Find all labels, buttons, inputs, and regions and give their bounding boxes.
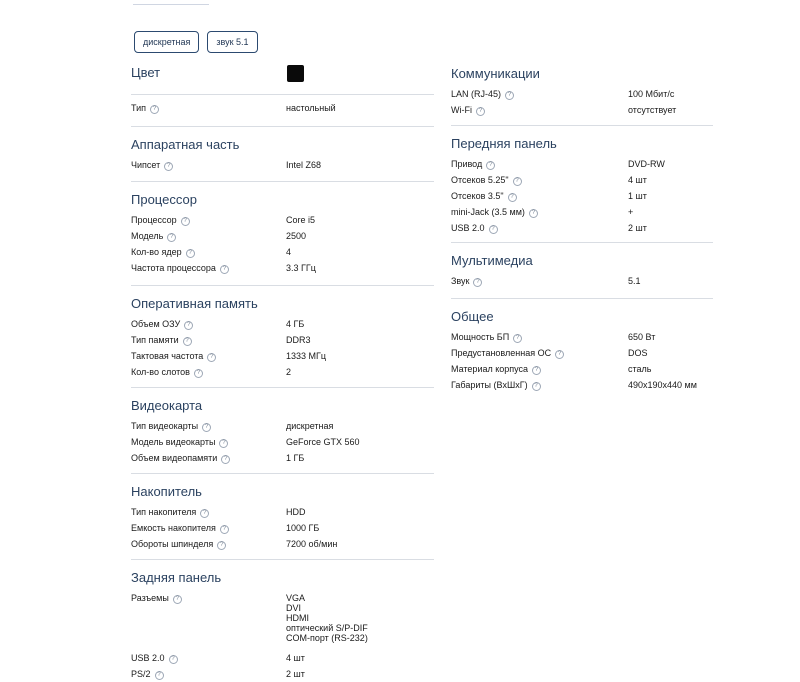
help-icon[interactable]: ?: [183, 337, 192, 346]
help-icon[interactable]: ?: [207, 353, 216, 362]
spec-label: Кол-во ядер: [131, 247, 182, 257]
help-icon[interactable]: ?: [555, 350, 564, 359]
section-title-gpu: Видеокарта: [131, 398, 203, 413]
spec-row: [451, 220, 713, 236]
spec-label: Звук: [451, 276, 470, 286]
help-icon[interactable]: ?: [181, 217, 190, 226]
spec-row: [131, 100, 434, 116]
spec-label: Габариты (ВxШxГ): [451, 380, 528, 390]
spec-value: 4 шт: [628, 175, 647, 185]
spec-label: USB 2.0: [131, 653, 165, 663]
spec-row: [131, 244, 434, 260]
spec-label: Кол-во слотов: [131, 367, 190, 377]
spec-row: [131, 260, 434, 276]
spec-label: Чипсет: [131, 160, 161, 170]
section-title-color: Цвет: [131, 65, 161, 80]
section-color: [131, 63, 434, 95]
spec-value: 4 ГБ: [286, 319, 305, 329]
help-icon[interactable]: ?: [219, 439, 228, 448]
spec-row: [131, 348, 434, 364]
spec-row: [131, 434, 434, 450]
spec-row: [131, 520, 434, 536]
spec-label: Емкость накопителя: [131, 523, 216, 533]
spec-value: настольный: [286, 103, 336, 113]
help-icon[interactable]: ?: [221, 455, 230, 464]
spec-row: [451, 86, 713, 102]
spec-row: [451, 273, 713, 289]
spec-value: 1000 ГБ: [286, 523, 320, 533]
connector-item: DVI: [286, 603, 302, 613]
spec-label: Тип: [131, 103, 147, 113]
tag-list: [134, 31, 266, 53]
section-general: [451, 299, 713, 393]
spec-label: mini-Jack (3.5 мм): [451, 207, 525, 217]
help-icon[interactable]: ?: [532, 366, 541, 375]
spec-row: [131, 536, 434, 552]
connector-item: VGA: [286, 593, 306, 603]
section-title-rear-panel: Задняя панель: [131, 570, 222, 585]
help-icon[interactable]: ?: [194, 369, 203, 378]
spec-label: Привод: [451, 159, 483, 169]
spec-label: USB 2.0: [451, 223, 485, 233]
spec-value: 2 шт: [286, 669, 305, 679]
help-icon[interactable]: ?: [508, 193, 517, 202]
help-icon[interactable]: ?: [169, 655, 178, 664]
section-title-general: Общее: [451, 309, 494, 324]
spec-value: 3.3 ГГц: [286, 263, 316, 273]
help-icon[interactable]: ?: [155, 671, 164, 680]
help-icon[interactable]: ?: [513, 177, 522, 186]
section-communications: [451, 63, 713, 126]
spec-value-list: [286, 593, 368, 643]
spec-label: Wi-Fi: [451, 105, 472, 115]
section-title-ram: Оперативная память: [131, 296, 258, 311]
spec-row: [131, 450, 434, 466]
spec-label: Отсеков 5.25": [451, 175, 509, 185]
spec-label: Объем ОЗУ: [131, 319, 181, 329]
help-icon[interactable]: ?: [505, 91, 514, 100]
spec-value: 650 Вт: [628, 332, 656, 342]
section-title-storage: Накопитель: [131, 484, 202, 499]
help-icon[interactable]: ?: [200, 509, 209, 518]
section-gpu: [131, 388, 434, 474]
spec-label: Модель: [131, 231, 164, 241]
spec-value: 2 шт: [628, 223, 647, 233]
spec-row: [131, 316, 434, 332]
help-icon[interactable]: ?: [164, 162, 173, 171]
spec-value: DVD-RW: [628, 159, 665, 169]
help-icon[interactable]: ?: [529, 209, 538, 218]
spec-value: GeForce GTX 560: [286, 437, 360, 447]
spec-row: [131, 228, 434, 244]
spec-label: Частота процессора: [131, 263, 216, 273]
section-cpu: [131, 182, 434, 286]
help-icon[interactable]: ?: [186, 249, 195, 258]
spec-value: 4 шт: [286, 653, 305, 663]
spec-value: отсутствует: [628, 105, 677, 115]
spec-row: [451, 345, 713, 361]
help-icon[interactable]: ?: [473, 278, 482, 287]
color-swatch: [287, 65, 304, 82]
spec-value: Core i5: [286, 215, 316, 225]
spec-row: [131, 504, 434, 520]
section-hardware: [131, 127, 434, 182]
section-title-front-panel: Передняя панель: [451, 136, 557, 151]
spec-value: DOS: [628, 348, 648, 358]
section-ram: [131, 286, 434, 388]
spec-row: [131, 590, 434, 650]
help-icon[interactable]: ?: [220, 525, 229, 534]
section-storage: [131, 474, 434, 560]
help-icon[interactable]: ?: [184, 321, 193, 330]
spec-row: [451, 361, 713, 377]
help-icon[interactable]: ?: [173, 595, 182, 604]
spec-label: Материал корпуса: [451, 364, 529, 374]
spec-label: Тип памяти: [131, 335, 179, 345]
help-icon[interactable]: ?: [476, 107, 485, 116]
connector-item: COM-порт (RS-232): [286, 633, 368, 643]
spec-value: HDD: [286, 507, 306, 517]
spec-row: [451, 156, 713, 172]
spec-row: [451, 329, 713, 345]
spec-label: Обороты шпинделя: [131, 539, 214, 549]
spec-row: [131, 212, 434, 228]
spec-label: Мощность БП: [451, 332, 510, 342]
spec-label: Разъемы: [131, 593, 169, 603]
section-multimedia: [451, 243, 713, 299]
connector-item: HDMI: [286, 613, 309, 623]
spec-row: [451, 204, 713, 220]
spec-value: 2: [286, 367, 292, 377]
help-icon[interactable]: ?: [513, 334, 522, 343]
spec-value: дискретная: [286, 421, 334, 431]
spec-row: [451, 102, 713, 118]
tag-discrete-gpu[interactable]: дискретная: [134, 31, 199, 53]
spec-row: [131, 157, 434, 173]
section-title-communications: Коммуникации: [451, 66, 540, 81]
spec-row: [451, 188, 713, 204]
spec-label: Тип накопителя: [131, 507, 197, 517]
connector-item: оптический S/P-DIF: [286, 623, 368, 633]
spec-row: [451, 172, 713, 188]
help-icon[interactable]: ?: [167, 233, 176, 242]
help-icon[interactable]: ?: [217, 541, 226, 550]
spec-label: Объем видеопамяти: [131, 453, 218, 463]
spec-value: 100 Мбит/с: [628, 89, 675, 99]
spec-row: [451, 377, 713, 393]
specs-right-column: [451, 63, 713, 393]
section-title-cpu: Процессор: [131, 192, 197, 207]
help-icon[interactable]: ?: [150, 105, 159, 114]
spec-label: Тактовая частота: [131, 351, 204, 361]
spec-row: [131, 418, 434, 434]
spec-value: 490x190x440 мм: [628, 380, 697, 390]
section-rear-panel: [131, 560, 434, 682]
section-title-hardware: Аппаратная часть: [131, 137, 240, 152]
section-title-multimedia: Мультимедиа: [451, 253, 533, 268]
section-front-panel: [451, 126, 713, 243]
spec-value: 5.1: [628, 276, 641, 286]
help-icon[interactable]: ?: [486, 161, 495, 170]
spec-row: [131, 364, 434, 380]
spec-value: сталь: [628, 364, 652, 374]
spec-label: Модель видеокарты: [131, 437, 216, 447]
spec-value: +: [628, 207, 634, 217]
spec-value: 1 ГБ: [286, 453, 305, 463]
spec-row: [131, 332, 434, 348]
spec-label: Предустановленная ОС: [451, 348, 552, 358]
spec-value: 7200 об/мин: [286, 539, 338, 549]
spec-value: Intel Z68: [286, 160, 322, 170]
tag-sound-51[interactable]: звук 5.1: [207, 31, 257, 53]
spec-value: 1333 МГц: [286, 351, 327, 361]
spec-label: LAN (RJ-45): [451, 89, 502, 99]
spec-value: DDR3: [286, 335, 311, 345]
spec-label: Отсеков 3.5": [451, 191, 504, 201]
help-icon[interactable]: ?: [220, 265, 229, 274]
spec-value: 4: [286, 247, 292, 257]
help-icon[interactable]: ?: [489, 225, 498, 234]
spec-label: Процессор: [131, 215, 177, 225]
spec-value: 1 шт: [628, 191, 647, 201]
spec-value: 2500: [286, 231, 307, 241]
help-icon[interactable]: ?: [532, 382, 541, 391]
specs-left-column: [131, 63, 434, 682]
spec-label: PS/2: [131, 669, 151, 679]
spec-row: [131, 650, 434, 666]
section-type: [131, 95, 434, 127]
top-divider-stub: [133, 0, 209, 5]
spec-label: Тип видеокарты: [131, 421, 199, 431]
help-icon[interactable]: ?: [202, 423, 211, 432]
